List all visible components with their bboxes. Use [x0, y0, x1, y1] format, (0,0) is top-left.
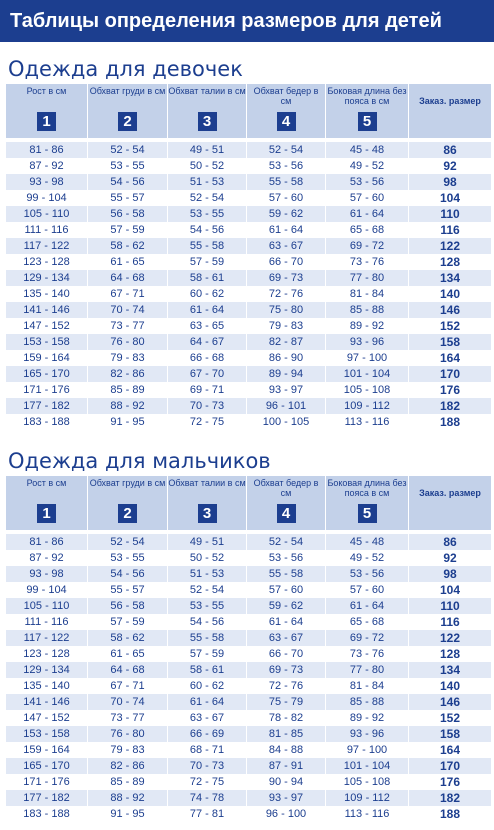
table-row: [6, 630, 492, 646]
order-size-cell: 122: [409, 238, 492, 254]
table-cell: 52 - 54: [88, 142, 168, 158]
column-number-badge: 5: [358, 112, 377, 131]
table-cell: 97 - 100: [326, 350, 409, 366]
table-cell: 100 - 105: [247, 414, 326, 430]
table-row: [6, 174, 492, 190]
table-cell: 68 - 71: [168, 742, 247, 758]
table-header-row: [6, 84, 492, 138]
column-number-badge: 3: [198, 112, 217, 131]
table-cell: 183 - 188: [6, 414, 88, 430]
table-cell: 61 - 64: [247, 222, 326, 238]
table-cell: 93 - 97: [247, 382, 326, 398]
table-row: [6, 614, 492, 630]
table-header-row: [6, 476, 492, 530]
table-cell: 57 - 60: [247, 582, 326, 598]
table-cell: 59 - 62: [247, 598, 326, 614]
table-row: [6, 662, 492, 678]
table-cell: 60 - 62: [168, 286, 247, 302]
order-size-cell: 170: [409, 758, 492, 774]
table-cell: 57 - 60: [326, 190, 409, 206]
table-cell: 55 - 57: [88, 582, 168, 598]
order-size-cell: 158: [409, 726, 492, 742]
table-cell: 96 - 101: [247, 398, 326, 414]
table-cell: 52 - 54: [88, 534, 168, 550]
table-cell: 97 - 100: [326, 742, 409, 758]
table-row: [6, 238, 492, 254]
table-cell: 105 - 108: [326, 382, 409, 398]
header-height: Рост в см 1: [6, 476, 88, 530]
table-body-boys: [6, 530, 492, 822]
table-row: [6, 790, 492, 806]
table-cell: 52 - 54: [168, 582, 247, 598]
table-cell: 67 - 71: [88, 286, 168, 302]
table-cell: 85 - 89: [88, 774, 168, 790]
table-cell: 57 - 59: [168, 646, 247, 662]
table-cell: 57 - 60: [247, 190, 326, 206]
table-cell: 135 - 140: [6, 286, 88, 302]
table-cell: 66 - 69: [168, 726, 247, 742]
table-cell: 91 - 95: [88, 806, 168, 822]
table-row: [6, 190, 492, 206]
header-chest: Обхват груди в см 2: [88, 476, 168, 530]
table-cell: 79 - 83: [88, 350, 168, 366]
table-cell: 67 - 71: [88, 678, 168, 694]
table-cell: 76 - 80: [88, 334, 168, 350]
table-cell: 54 - 56: [168, 222, 247, 238]
table-cell: 99 - 104: [6, 190, 88, 206]
column-number-badge: 4: [277, 112, 296, 131]
table-cell: 109 - 112: [326, 398, 409, 414]
table-cell: 141 - 146: [6, 302, 88, 318]
table-cell: 147 - 152: [6, 710, 88, 726]
order-size-cell: 188: [409, 414, 492, 430]
table-cell: 159 - 164: [6, 742, 88, 758]
table-cell: 52 - 54: [168, 190, 247, 206]
size-table-girls: [5, 84, 492, 430]
header-order-size: Заказ. размер: [409, 476, 492, 530]
table-row: [6, 582, 492, 598]
table-cell: 70 - 74: [88, 694, 168, 710]
table-cell: 77 - 80: [326, 662, 409, 678]
order-size-cell: 182: [409, 398, 492, 414]
order-size-cell: 92: [409, 158, 492, 174]
table-cell: 73 - 77: [88, 318, 168, 334]
table-cell: 123 - 128: [6, 254, 88, 270]
column-number-badge: 5: [358, 504, 377, 523]
table-cell: 79 - 83: [88, 742, 168, 758]
order-size-cell: 158: [409, 334, 492, 350]
column-number-badge: 3: [198, 504, 217, 523]
table-cell: 56 - 58: [88, 598, 168, 614]
table-cell: 64 - 67: [168, 334, 247, 350]
column-number-badge: 1: [37, 504, 56, 523]
table-cell: 93 - 98: [6, 566, 88, 582]
table-row: [6, 646, 492, 662]
table-cell: 89 - 92: [326, 318, 409, 334]
table-row: [6, 270, 492, 286]
table-cell: 69 - 73: [247, 662, 326, 678]
table-cell: 63 - 67: [168, 710, 247, 726]
order-size-cell: 164: [409, 350, 492, 366]
table-cell: 72 - 75: [168, 774, 247, 790]
table-cell: 79 - 83: [247, 318, 326, 334]
column-number-badge: 1: [37, 112, 56, 131]
header-chest: Обхват груди в см 2: [88, 84, 168, 138]
table-cell: 93 - 96: [326, 726, 409, 742]
table-row: [6, 398, 492, 414]
table-cell: 55 - 58: [247, 174, 326, 190]
table-cell: 87 - 92: [6, 550, 88, 566]
table-row: [6, 758, 492, 774]
table-cell: 74 - 78: [168, 790, 247, 806]
table-cell: 53 - 55: [168, 598, 247, 614]
order-size-cell: 134: [409, 270, 492, 286]
table-cell: 91 - 95: [88, 414, 168, 430]
table-cell: 67 - 70: [168, 366, 247, 382]
order-size-cell: 92: [409, 550, 492, 566]
table-row: [6, 334, 492, 350]
table-cell: 57 - 60: [326, 582, 409, 598]
table-cell: 105 - 110: [6, 598, 88, 614]
table-cell: 70 - 74: [88, 302, 168, 318]
table-cell: 93 - 96: [326, 334, 409, 350]
table-cell: 117 - 122: [6, 630, 88, 646]
table-row: [6, 286, 492, 302]
table-cell: 54 - 56: [88, 174, 168, 190]
order-size-cell: 86: [409, 534, 492, 550]
table-cell: 65 - 68: [326, 614, 409, 630]
table-cell: 75 - 80: [247, 302, 326, 318]
order-size-cell: 176: [409, 382, 492, 398]
header-height: Рост в см 1: [6, 84, 88, 138]
table-cell: 82 - 86: [88, 758, 168, 774]
header-side-length: Боковая длина без пояса в см 5: [326, 476, 409, 530]
table-cell: 113 - 116: [326, 414, 409, 430]
table-cell: 113 - 116: [326, 806, 409, 822]
table-cell: 165 - 170: [6, 366, 88, 382]
table-cell: 85 - 88: [326, 302, 409, 318]
table-cell: 171 - 176: [6, 774, 88, 790]
table-cell: 82 - 87: [247, 334, 326, 350]
table-cell: 60 - 62: [168, 678, 247, 694]
table-cell: 70 - 73: [168, 758, 247, 774]
table-cell: 61 - 65: [88, 646, 168, 662]
header-hips: Обхват бедер в см 4: [247, 84, 326, 138]
table-cell: 57 - 59: [88, 614, 168, 630]
table-cell: 85 - 89: [88, 382, 168, 398]
table-cell: 111 - 116: [6, 614, 88, 630]
table-cell: 89 - 94: [247, 366, 326, 382]
table-row: [6, 414, 492, 430]
table-cell: 53 - 56: [247, 550, 326, 566]
section-title-girls: Одежда для девочек: [8, 57, 243, 81]
table-cell: 87 - 91: [247, 758, 326, 774]
table-cell: 53 - 55: [168, 206, 247, 222]
order-size-cell: 128: [409, 254, 492, 270]
table-cell: 147 - 152: [6, 318, 88, 334]
header-order-size: Заказ. размер: [409, 84, 492, 138]
table-cell: 49 - 52: [326, 550, 409, 566]
table-cell: 52 - 54: [247, 142, 326, 158]
table-cell: 81 - 86: [6, 142, 88, 158]
table-cell: 45 - 48: [326, 142, 409, 158]
table-cell: 52 - 54: [247, 534, 326, 550]
table-cell: 117 - 122: [6, 238, 88, 254]
order-size-cell: 98: [409, 566, 492, 582]
table-row: [6, 366, 492, 382]
table-row: [6, 206, 492, 222]
order-size-cell: 110: [409, 206, 492, 222]
table-cell: 69 - 72: [326, 238, 409, 254]
table-cell: 66 - 68: [168, 350, 247, 366]
order-size-cell: 104: [409, 582, 492, 598]
table-cell: 54 - 56: [168, 614, 247, 630]
table-cell: 129 - 134: [6, 662, 88, 678]
table-row: [6, 550, 492, 566]
table-cell: 73 - 77: [88, 710, 168, 726]
table-row: [6, 534, 492, 550]
table-cell: 50 - 52: [168, 550, 247, 566]
table-cell: 61 - 64: [168, 302, 247, 318]
table-cell: 183 - 188: [6, 806, 88, 822]
order-size-cell: 98: [409, 174, 492, 190]
table-cell: 58 - 61: [168, 270, 247, 286]
table-cell: 64 - 68: [88, 662, 168, 678]
table-cell: 51 - 53: [168, 566, 247, 582]
table-cell: 51 - 53: [168, 174, 247, 190]
table-cell: 66 - 70: [247, 254, 326, 270]
table-cell: 177 - 182: [6, 398, 88, 414]
table-cell: 61 - 64: [168, 694, 247, 710]
order-size-cell: 110: [409, 598, 492, 614]
table-cell: 64 - 68: [88, 270, 168, 286]
table-cell: 85 - 88: [326, 694, 409, 710]
table-cell: 89 - 92: [326, 710, 409, 726]
table-cell: 66 - 70: [247, 646, 326, 662]
table-cell: 77 - 80: [326, 270, 409, 286]
table-cell: 61 - 64: [247, 614, 326, 630]
order-size-cell: 152: [409, 318, 492, 334]
table-cell: 63 - 65: [168, 318, 247, 334]
table-cell: 49 - 52: [326, 158, 409, 174]
table-cell: 87 - 92: [6, 158, 88, 174]
order-size-cell: 116: [409, 222, 492, 238]
table-row: [6, 742, 492, 758]
column-number-badge: 2: [118, 504, 137, 523]
table-cell: 54 - 56: [88, 566, 168, 582]
table-cell: 70 - 73: [168, 398, 247, 414]
table-cell: 57 - 59: [88, 222, 168, 238]
table-cell: 88 - 92: [88, 790, 168, 806]
table-cell: 99 - 104: [6, 582, 88, 598]
table-cell: 96 - 100: [247, 806, 326, 822]
table-cell: 50 - 52: [168, 158, 247, 174]
table-cell: 78 - 82: [247, 710, 326, 726]
order-size-cell: 188: [409, 806, 492, 822]
table-row: [6, 806, 492, 822]
table-cell: 59 - 62: [247, 206, 326, 222]
header-waist: Обхват талии в см 3: [168, 84, 247, 138]
table-cell: 77 - 81: [168, 806, 247, 822]
table-cell: 58 - 62: [88, 630, 168, 646]
table-cell: 45 - 48: [326, 534, 409, 550]
table-cell: 55 - 58: [168, 238, 247, 254]
table-cell: 56 - 58: [88, 206, 168, 222]
order-size-cell: 170: [409, 366, 492, 382]
order-size-cell: 146: [409, 302, 492, 318]
table-cell: 153 - 158: [6, 334, 88, 350]
table-cell: 86 - 90: [247, 350, 326, 366]
order-size-cell: 116: [409, 614, 492, 630]
table-cell: 76 - 80: [88, 726, 168, 742]
table-row: [6, 254, 492, 270]
table-cell: 81 - 86: [6, 534, 88, 550]
table-cell: 93 - 97: [247, 790, 326, 806]
table-cell: 53 - 55: [88, 158, 168, 174]
table-cell: 81 - 85: [247, 726, 326, 742]
order-size-cell: 146: [409, 694, 492, 710]
table-cell: 69 - 71: [168, 382, 247, 398]
table-cell: 111 - 116: [6, 222, 88, 238]
table-cell: 63 - 67: [247, 630, 326, 646]
header-waist: Обхват талии в см 3: [168, 476, 247, 530]
table-cell: 141 - 146: [6, 694, 88, 710]
table-cell: 81 - 84: [326, 678, 409, 694]
table-cell: 49 - 51: [168, 534, 247, 550]
table-cell: 55 - 58: [168, 630, 247, 646]
table-row: [6, 710, 492, 726]
table-cell: 69 - 73: [247, 270, 326, 286]
table-cell: 101 - 104: [326, 366, 409, 382]
order-size-cell: 140: [409, 678, 492, 694]
table-cell: 109 - 112: [326, 790, 409, 806]
order-size-cell: 152: [409, 710, 492, 726]
table-cell: 49 - 51: [168, 142, 247, 158]
table-cell: 82 - 86: [88, 366, 168, 382]
table-cell: 55 - 58: [247, 566, 326, 582]
table-cell: 63 - 67: [247, 238, 326, 254]
table-cell: 88 - 92: [88, 398, 168, 414]
table-row: [6, 598, 492, 614]
table-cell: 93 - 98: [6, 174, 88, 190]
table-cell: 135 - 140: [6, 678, 88, 694]
table-cell: 69 - 72: [326, 630, 409, 646]
table-cell: 105 - 110: [6, 206, 88, 222]
table-row: [6, 350, 492, 366]
table-row: [6, 726, 492, 742]
table-cell: 123 - 128: [6, 646, 88, 662]
table-cell: 58 - 62: [88, 238, 168, 254]
table-cell: 171 - 176: [6, 382, 88, 398]
table-cell: 153 - 158: [6, 726, 88, 742]
table-row: [6, 222, 492, 238]
header-side-length: Боковая длина без пояса в см 5: [326, 84, 409, 138]
table-row: [6, 158, 492, 174]
order-size-cell: 122: [409, 630, 492, 646]
table-cell: 81 - 84: [326, 286, 409, 302]
table-cell: 75 - 79: [247, 694, 326, 710]
table-cell: 72 - 76: [247, 286, 326, 302]
column-number-badge: 4: [277, 504, 296, 523]
table-row: [6, 678, 492, 694]
table-cell: 73 - 76: [326, 646, 409, 662]
table-row: [6, 318, 492, 334]
table-cell: 159 - 164: [6, 350, 88, 366]
table-cell: 73 - 76: [326, 254, 409, 270]
table-cell: 72 - 76: [247, 678, 326, 694]
table-row: [6, 694, 492, 710]
table-cell: 72 - 75: [168, 414, 247, 430]
table-cell: 165 - 170: [6, 758, 88, 774]
table-cell: 84 - 88: [247, 742, 326, 758]
table-cell: 101 - 104: [326, 758, 409, 774]
order-size-cell: 86: [409, 142, 492, 158]
table-row: [6, 142, 492, 158]
table-row: [6, 382, 492, 398]
table-cell: 129 - 134: [6, 270, 88, 286]
table-cell: 53 - 56: [326, 566, 409, 582]
header-hips: Обхват бедер в см 4: [247, 476, 326, 530]
size-table-boys: [5, 476, 492, 822]
order-size-cell: 140: [409, 286, 492, 302]
order-size-cell: 134: [409, 662, 492, 678]
table-cell: 53 - 55: [88, 550, 168, 566]
table-cell: 55 - 57: [88, 190, 168, 206]
column-number-badge: 2: [118, 112, 137, 131]
table-row: [6, 774, 492, 790]
order-size-cell: 176: [409, 774, 492, 790]
table-row: [6, 566, 492, 582]
order-size-cell: 104: [409, 190, 492, 206]
order-size-cell: 164: [409, 742, 492, 758]
order-size-cell: 128: [409, 646, 492, 662]
table-cell: 57 - 59: [168, 254, 247, 270]
order-size-cell: 182: [409, 790, 492, 806]
table-body-girls: [6, 138, 492, 430]
table-cell: 58 - 61: [168, 662, 247, 678]
table-cell: 65 - 68: [326, 222, 409, 238]
table-row: [6, 302, 492, 318]
table-cell: 53 - 56: [326, 174, 409, 190]
table-cell: 61 - 64: [326, 598, 409, 614]
table-cell: 53 - 56: [247, 158, 326, 174]
table-cell: 105 - 108: [326, 774, 409, 790]
table-cell: 177 - 182: [6, 790, 88, 806]
page-banner-title: Таблицы определения размеров для детей: [0, 0, 494, 42]
table-cell: 61 - 64: [326, 206, 409, 222]
table-cell: 90 - 94: [247, 774, 326, 790]
table-cell: 61 - 65: [88, 254, 168, 270]
section-title-boys: Одежда для мальчиков: [8, 449, 271, 473]
